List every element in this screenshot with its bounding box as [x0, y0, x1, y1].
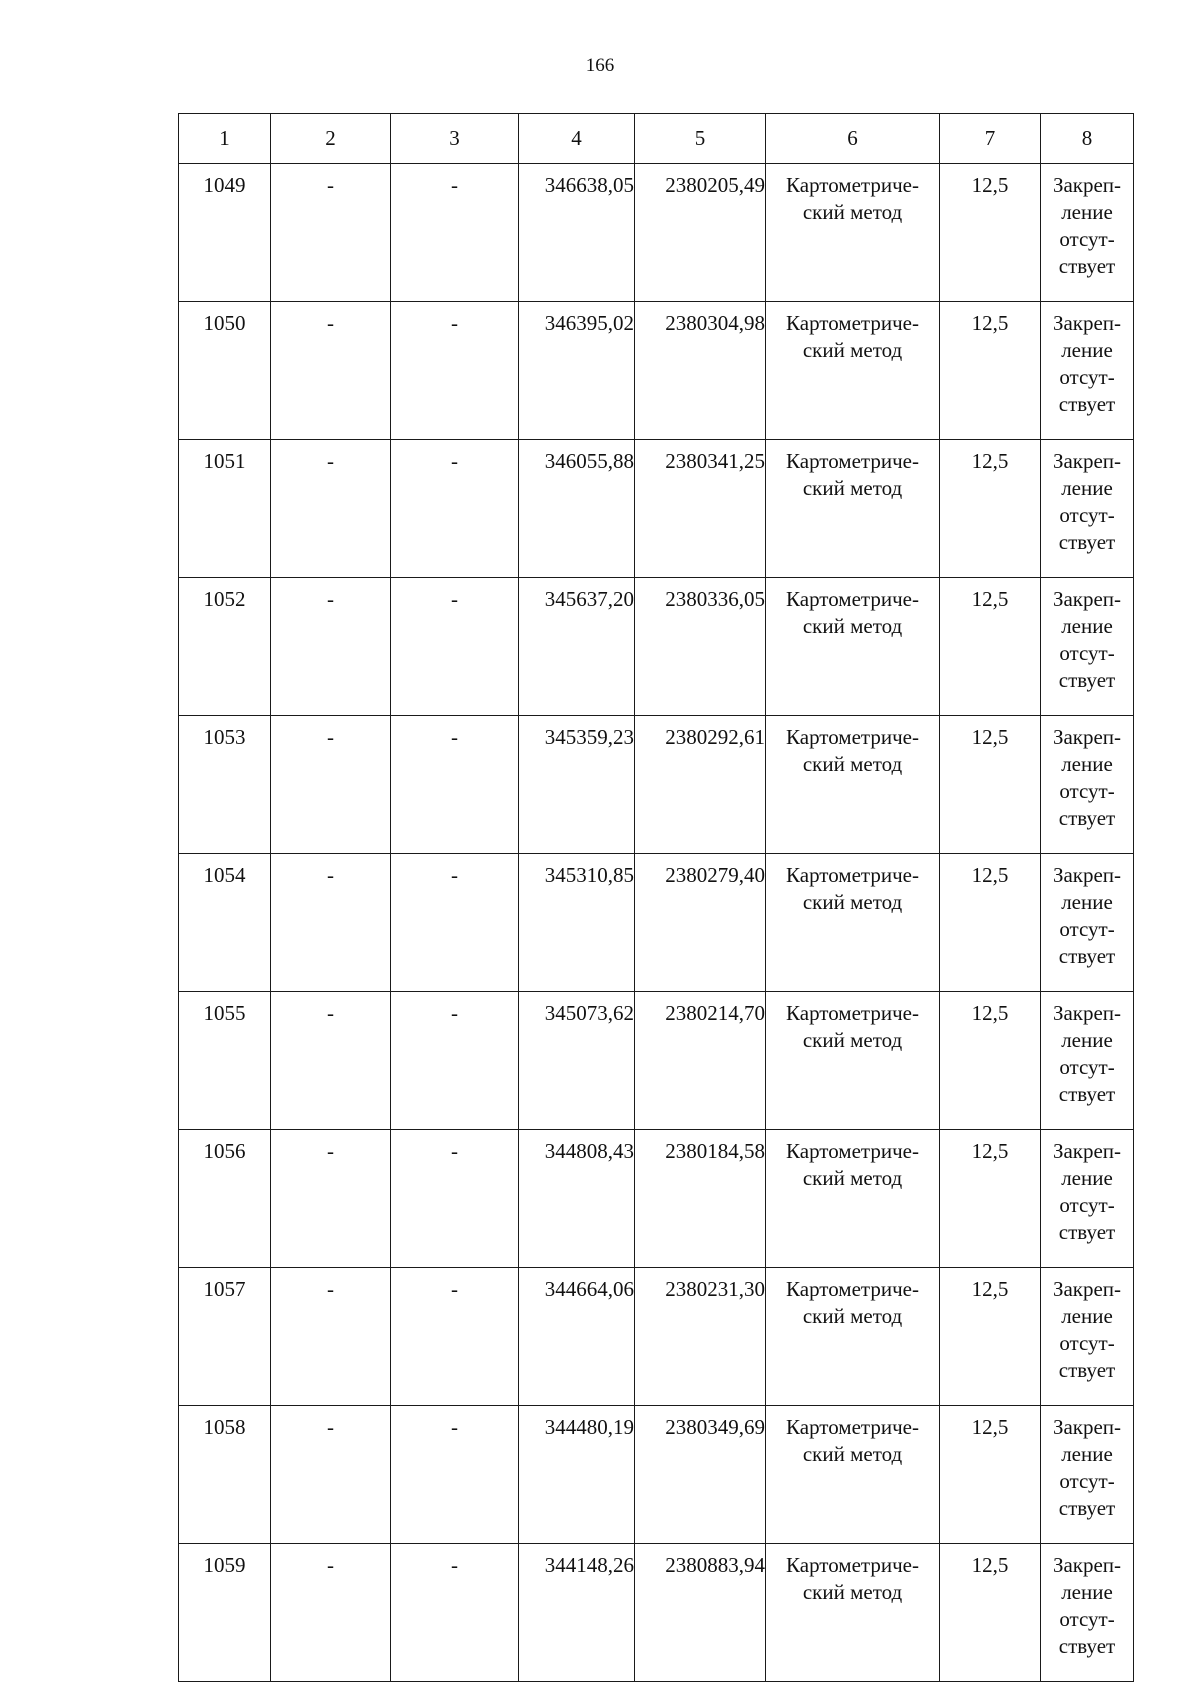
point-number-cell: 1055: [179, 992, 271, 1130]
fixing-line-3: отсут-: [1059, 1331, 1115, 1355]
fixing-line-4: ствует: [1058, 806, 1116, 830]
coordinate-y-cell: 2380205,49: [635, 164, 766, 302]
coordinate-x-cell: 344148,26: [519, 1544, 635, 1682]
header-cell-1: 1: [179, 114, 271, 164]
fixing-cell: [1041, 1544, 1134, 1682]
fixing-line-2: ление: [1061, 752, 1113, 776]
fixing-line-2: ление: [1061, 1442, 1113, 1466]
point-number-cell: 1054: [179, 854, 271, 992]
fixing-line-4: ствует: [1058, 1496, 1116, 1520]
method-line-2: ский метод: [802, 338, 903, 362]
column-3-cell: -: [391, 1268, 519, 1406]
table-row: [179, 992, 1134, 1130]
accuracy-cell: 12,5: [940, 302, 1041, 440]
coordinates-table: [178, 113, 1134, 1682]
fixing-line-2: ление: [1061, 200, 1113, 224]
column-2-cell: -: [271, 992, 391, 1130]
header-cell-3: 3: [391, 114, 519, 164]
method-line-2: ский метод: [802, 200, 903, 224]
fixing-cell: [1041, 164, 1134, 302]
fixing-line-4: ствует: [1058, 944, 1116, 968]
fixing-line-2: ление: [1061, 476, 1113, 500]
coordinate-x-cell: 345073,62: [519, 992, 635, 1130]
header-cell-6: 6: [766, 114, 940, 164]
page-number: 166: [585, 55, 615, 76]
header-cell-2: 2: [271, 114, 391, 164]
table-row: [179, 164, 1134, 302]
fixing-line-3: отсут-: [1059, 779, 1115, 803]
point-number-cell: 1049: [179, 164, 271, 302]
method-line-2: ский метод: [802, 1442, 903, 1466]
table-row: [179, 716, 1134, 854]
accuracy-cell: 12,5: [940, 164, 1041, 302]
fixing-line-4: ствует: [1058, 1220, 1116, 1244]
fixing-line-1: Закреп-: [1052, 173, 1122, 197]
column-3-cell: -: [391, 1130, 519, 1268]
method-line-2: ский метод: [802, 890, 903, 914]
method-line-2: ский метод: [802, 1580, 903, 1604]
method-line-1: Картометриче-: [786, 1553, 919, 1577]
fixing-line-4: ствует: [1058, 1358, 1116, 1382]
method-cell: [766, 440, 940, 578]
method-line-1: Картометриче-: [786, 587, 919, 611]
method-cell: [766, 1130, 940, 1268]
column-3-cell: -: [391, 578, 519, 716]
column-2-cell: -: [271, 302, 391, 440]
method-line-2: ский метод: [802, 1028, 903, 1052]
coordinate-x-cell: 344480,19: [519, 1406, 635, 1544]
coordinate-y-cell: 2380184,58: [635, 1130, 766, 1268]
coordinate-y-cell: 2380292,61: [635, 716, 766, 854]
point-number-cell: 1052: [179, 578, 271, 716]
fixing-line-4: ствует: [1058, 1082, 1116, 1106]
fixing-line-1: Закреп-: [1052, 863, 1122, 887]
header-cell-5: 5: [635, 114, 766, 164]
fixing-line-3: отсут-: [1059, 1469, 1115, 1493]
table-row: [179, 1544, 1134, 1682]
coordinate-x-cell: 346055,88: [519, 440, 635, 578]
point-number-cell: 1050: [179, 302, 271, 440]
column-2-cell: -: [271, 578, 391, 716]
method-cell: [766, 992, 940, 1130]
method-line-1: Картометриче-: [786, 311, 919, 335]
column-3-cell: -: [391, 716, 519, 854]
fixing-line-1: Закреп-: [1052, 1553, 1122, 1577]
column-2-cell: -: [271, 440, 391, 578]
fixing-line-4: ствует: [1058, 668, 1116, 692]
coordinate-x-cell: 344664,06: [519, 1268, 635, 1406]
method-line-2: ский метод: [802, 1166, 903, 1190]
method-cell: [766, 854, 940, 992]
fixing-line-1: Закреп-: [1052, 449, 1122, 473]
point-number-cell: 1053: [179, 716, 271, 854]
fixing-line-4: ствует: [1058, 530, 1116, 554]
column-3-cell: -: [391, 854, 519, 992]
fixing-cell: [1041, 440, 1134, 578]
fixing-line-4: ствует: [1058, 1634, 1116, 1658]
accuracy-cell: 12,5: [940, 1406, 1041, 1544]
fixing-cell: [1041, 1268, 1134, 1406]
accuracy-cell: 12,5: [940, 992, 1041, 1130]
column-3-cell: -: [391, 164, 519, 302]
method-line-1: Картометриче-: [786, 173, 919, 197]
coordinate-y-cell: 2380214,70: [635, 992, 766, 1130]
accuracy-cell: 12,5: [940, 578, 1041, 716]
fixing-line-2: ление: [1061, 890, 1113, 914]
method-line-1: Картометриче-: [786, 1139, 919, 1163]
table-row: [179, 854, 1134, 992]
fixing-line-3: отсут-: [1059, 1193, 1115, 1217]
coordinate-x-cell: 346638,05: [519, 164, 635, 302]
fixing-cell: [1041, 578, 1134, 716]
point-number-cell: 1051: [179, 440, 271, 578]
fixing-line-3: отсут-: [1059, 365, 1115, 389]
accuracy-cell: 12,5: [940, 440, 1041, 578]
method-line-1: Картометриче-: [786, 449, 919, 473]
coordinate-y-cell: 2380279,40: [635, 854, 766, 992]
fixing-line-1: Закреп-: [1052, 1001, 1122, 1025]
header-cell-7: 7: [940, 114, 1041, 164]
fixing-line-4: ствует: [1058, 254, 1116, 278]
method-line-2: ский метод: [802, 752, 903, 776]
point-number-cell: 1056: [179, 1130, 271, 1268]
method-line-2: ский метод: [802, 614, 903, 638]
fixing-line-2: ление: [1061, 338, 1113, 362]
accuracy-cell: 12,5: [940, 1268, 1041, 1406]
table-body: [179, 164, 1134, 1682]
method-line-1: Картометриче-: [786, 863, 919, 887]
method-line-1: Картометриче-: [786, 1415, 919, 1439]
coordinate-x-cell: 346395,02: [519, 302, 635, 440]
coordinate-x-cell: 345310,85: [519, 854, 635, 992]
method-cell: [766, 302, 940, 440]
accuracy-cell: 12,5: [940, 854, 1041, 992]
fixing-cell: [1041, 1130, 1134, 1268]
coordinate-x-cell: 344808,43: [519, 1130, 635, 1268]
method-cell: [766, 164, 940, 302]
fixing-line-1: Закреп-: [1052, 1415, 1122, 1439]
point-number-cell: 1059: [179, 1544, 271, 1682]
fixing-cell: [1041, 1406, 1134, 1544]
column-3-cell: -: [391, 1406, 519, 1544]
fixing-line-1: Закреп-: [1052, 587, 1122, 611]
column-2-cell: -: [271, 1268, 391, 1406]
fixing-line-3: отсут-: [1059, 1055, 1115, 1079]
accuracy-cell: 12,5: [940, 1544, 1041, 1682]
fixing-cell: [1041, 854, 1134, 992]
fixing-line-1: Закреп-: [1052, 311, 1122, 335]
point-number-cell: 1057: [179, 1268, 271, 1406]
table-header: [179, 114, 1134, 164]
column-2-cell: -: [271, 854, 391, 992]
method-cell: [766, 716, 940, 854]
accuracy-cell: 12,5: [940, 716, 1041, 854]
fixing-line-1: Закреп-: [1052, 1277, 1122, 1301]
header-cell-8: 8: [1041, 114, 1134, 164]
table-row: [179, 1406, 1134, 1544]
fixing-line-3: отсут-: [1059, 503, 1115, 527]
fixing-line-2: ление: [1061, 1028, 1113, 1052]
method-line-1: Картометриче-: [786, 725, 919, 749]
method-line-1: Картометриче-: [786, 1001, 919, 1025]
column-2-cell: -: [271, 164, 391, 302]
method-cell: [766, 1268, 940, 1406]
method-cell: [766, 578, 940, 716]
method-cell: [766, 1406, 940, 1544]
column-3-cell: -: [391, 302, 519, 440]
coordinate-y-cell: 2380883,94: [635, 1544, 766, 1682]
method-line-2: ский метод: [802, 1304, 903, 1328]
column-2-cell: -: [271, 1544, 391, 1682]
table-row: [179, 578, 1134, 716]
fixing-line-2: ление: [1061, 1166, 1113, 1190]
fixing-line-3: отсут-: [1059, 917, 1115, 941]
coordinate-y-cell: 2380349,69: [635, 1406, 766, 1544]
fixing-cell: [1041, 302, 1134, 440]
coordinate-x-cell: 345359,23: [519, 716, 635, 854]
coordinate-y-cell: 2380341,25: [635, 440, 766, 578]
column-3-cell: -: [391, 992, 519, 1130]
column-2-cell: -: [271, 716, 391, 854]
header-row: [179, 114, 1134, 164]
fixing-cell: [1041, 716, 1134, 854]
table-row: [179, 440, 1134, 578]
table-row: [179, 302, 1134, 440]
accuracy-cell: 12,5: [940, 1130, 1041, 1268]
coordinate-x-cell: 345637,20: [519, 578, 635, 716]
fixing-line-1: Закреп-: [1052, 1139, 1122, 1163]
column-3-cell: -: [391, 1544, 519, 1682]
table-row: [179, 1130, 1134, 1268]
fixing-line-4: ствует: [1058, 392, 1116, 416]
column-3-cell: -: [391, 440, 519, 578]
column-2-cell: -: [271, 1406, 391, 1544]
coordinate-y-cell: 2380304,98: [635, 302, 766, 440]
fixing-line-3: отсут-: [1059, 227, 1115, 251]
fixing-line-2: ление: [1061, 1580, 1113, 1604]
coordinate-y-cell: 2380336,05: [635, 578, 766, 716]
header-cell-4: 4: [519, 114, 635, 164]
coordinate-y-cell: 2380231,30: [635, 1268, 766, 1406]
fixing-line-2: ление: [1061, 614, 1113, 638]
fixing-cell: [1041, 992, 1134, 1130]
fixing-line-1: Закреп-: [1052, 725, 1122, 749]
fixing-line-2: ление: [1061, 1304, 1113, 1328]
method-line-1: Картометриче-: [786, 1277, 919, 1301]
fixing-line-3: отсут-: [1059, 641, 1115, 665]
method-cell: [766, 1544, 940, 1682]
method-line-2: ский метод: [802, 476, 903, 500]
table-row: [179, 1268, 1134, 1406]
point-number-cell: 1058: [179, 1406, 271, 1544]
fixing-line-3: отсут-: [1059, 1607, 1115, 1631]
column-2-cell: -: [271, 1130, 391, 1268]
